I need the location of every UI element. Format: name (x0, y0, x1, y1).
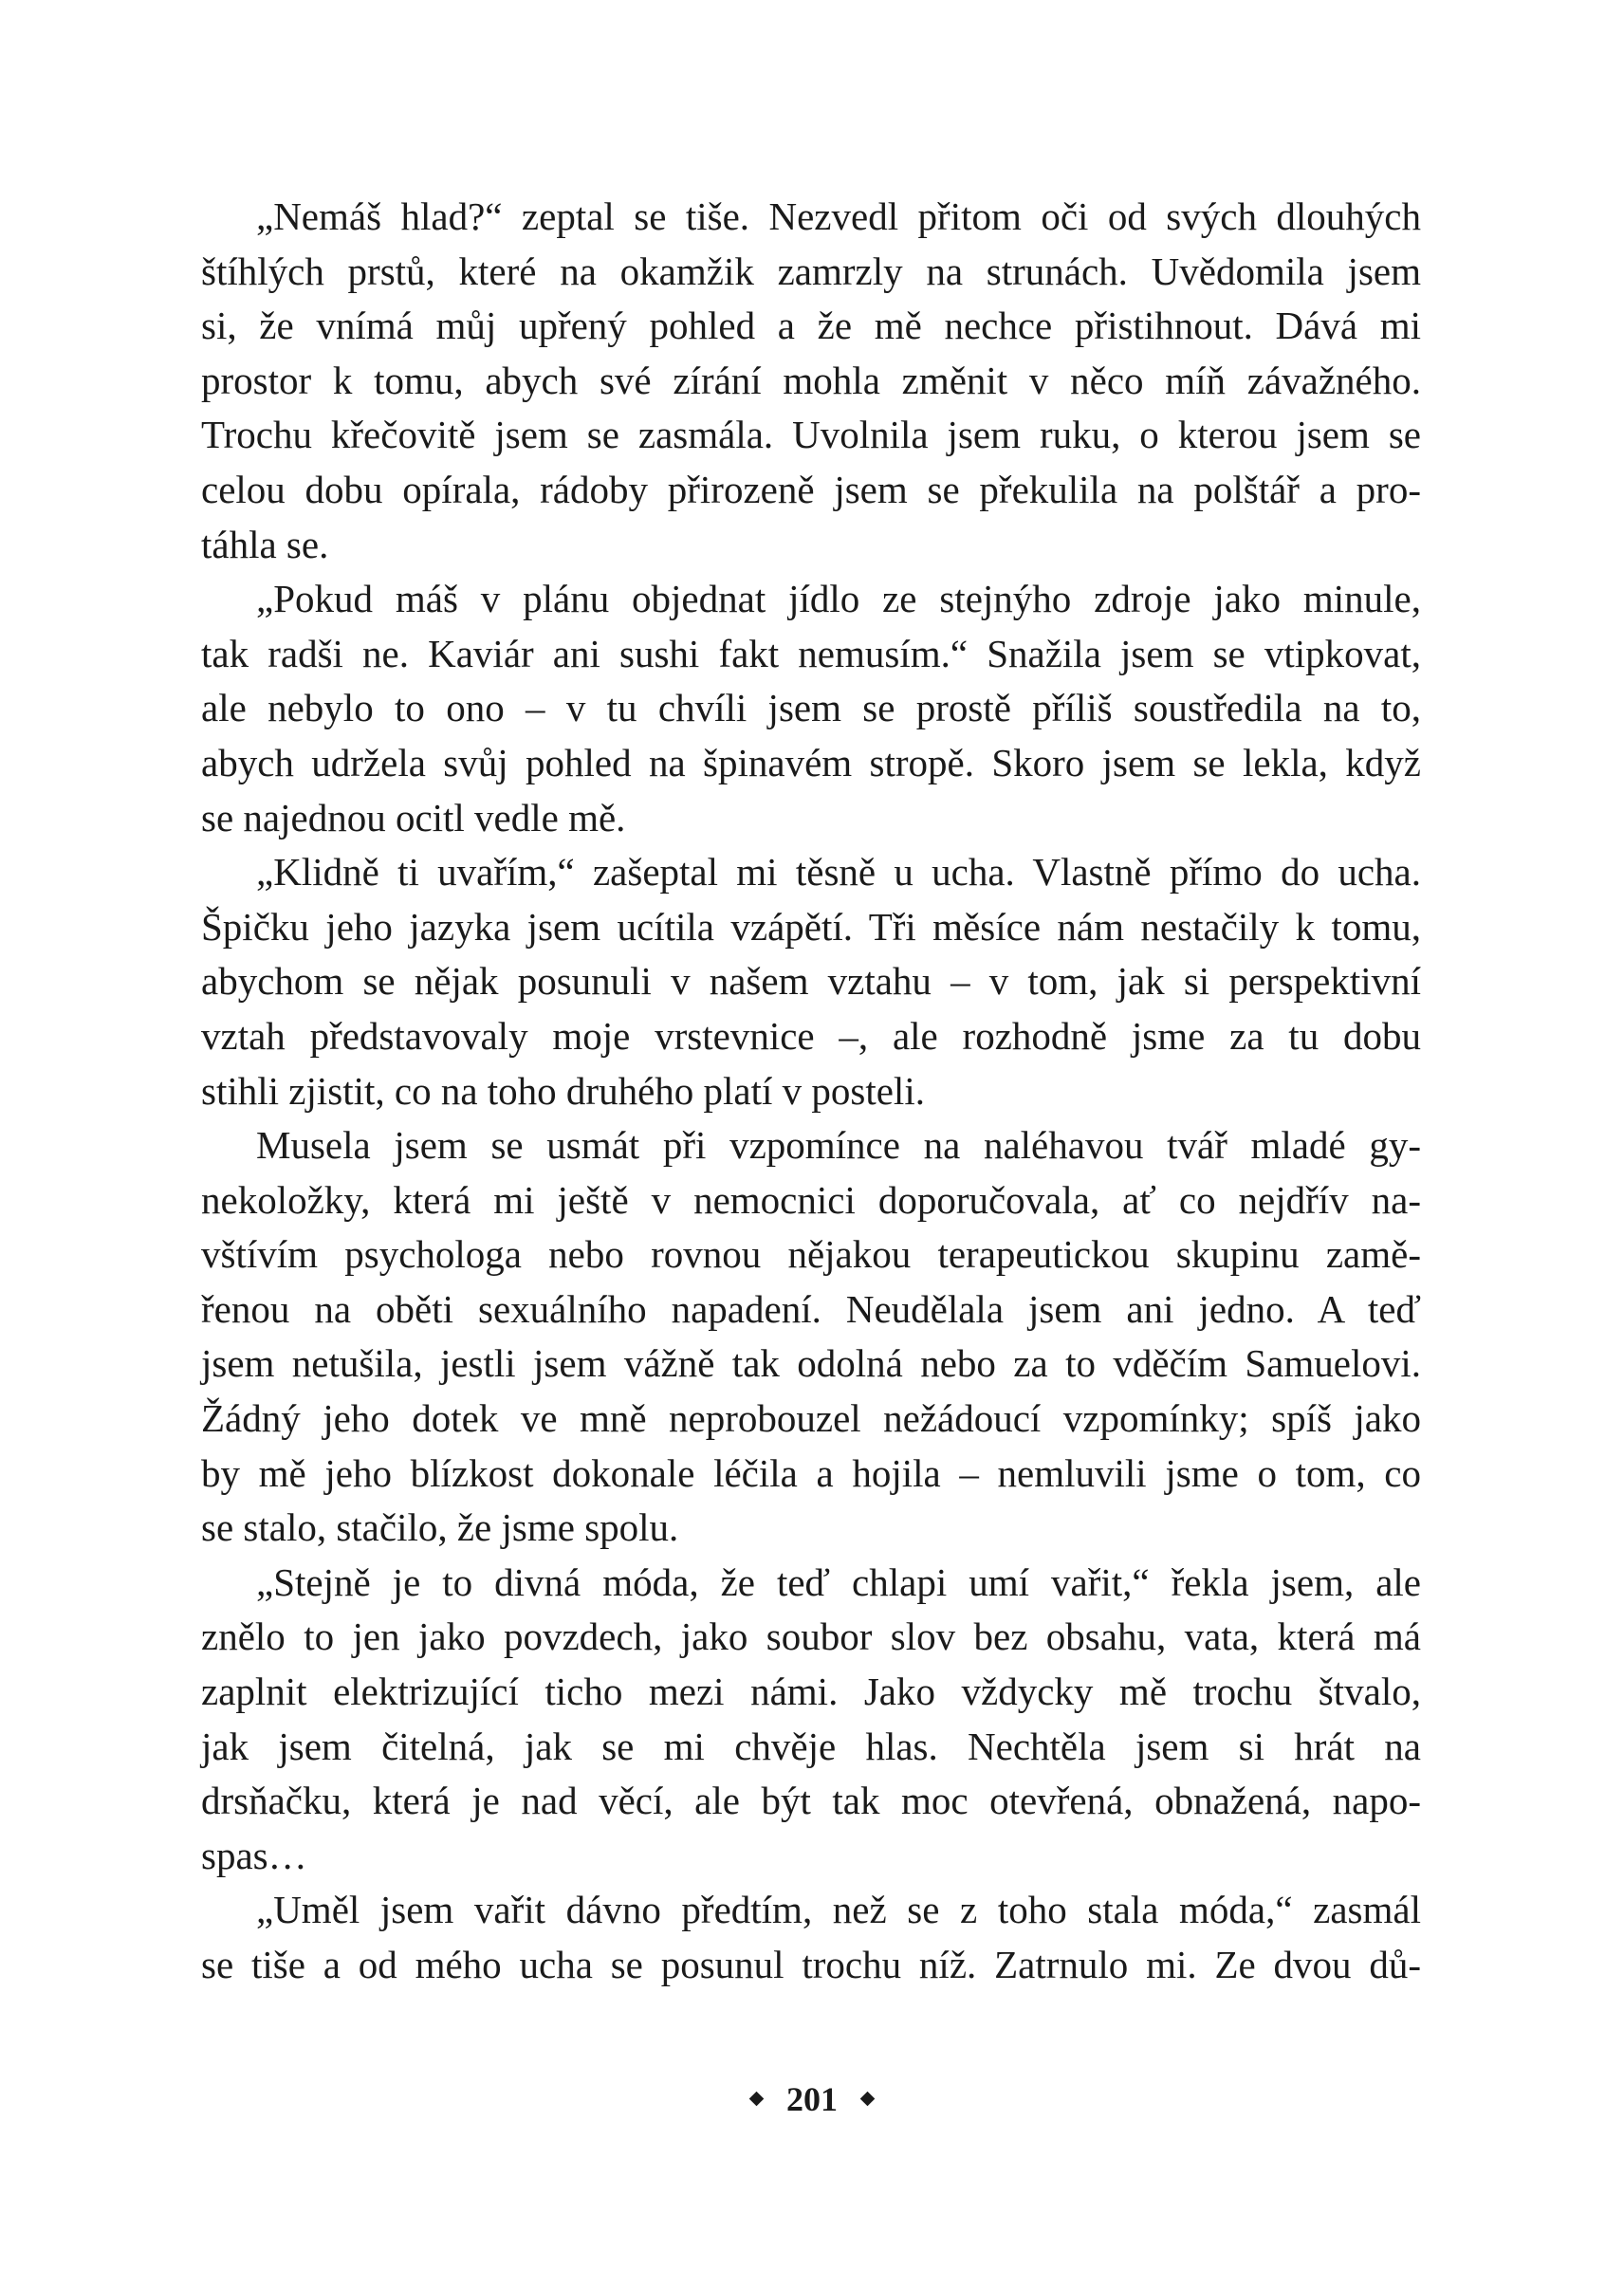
text-line: „Stejně je to divná móda, že teď chlapi umí vařit,“ řekla jsem, ale (256, 1559, 1421, 1604)
body-text (201, 190, 1421, 1993)
text-line: se najednou ocitl vedle mě. (201, 795, 626, 840)
text-line: Musela jsem se usmát při vzpomínce na naléhavou tvář mladé gy- (256, 1123, 1421, 1168)
text-line: Špičku jeho jazyka jsem ucítila vzápětí. Tři měsíce nám nestačily k tomu, (201, 904, 1421, 949)
text-line: drsňačku, která je nad věcí, ale být tak moc otevřená, obnažená, napo- (201, 1779, 1421, 1823)
paragraph (201, 190, 1421, 572)
text-line: táhla se. (201, 522, 329, 566)
text-line: spas… (201, 1833, 307, 1877)
text-line: řenou na oběti sexuálního napadení. Neudělala jsem ani jedno. A teď (201, 1286, 1421, 1331)
page-footer (0, 2080, 1624, 2118)
paragraph (201, 845, 1421, 1118)
diamond-ornament-icon (860, 2092, 876, 2107)
text-line: Trochu křečovitě jsem se zasmála. Uvolnila jsem ruku, o kterou jsem se (201, 413, 1421, 457)
text-line: se stalo, stačilo, že jsme spolu. (201, 1505, 679, 1550)
paragraph (201, 1118, 1421, 1556)
text-line: „Pokud máš v plánu objednat jídlo ze stejnýho zdroje jako minule, (256, 577, 1421, 621)
text-line: abych udržela svůj pohled na špinavém stropě. Skoro jsem se lekla, když (201, 740, 1421, 784)
text-line: by mě jeho blízkost dokonale léčila a hojila – nemluvili jsme o tom, co (201, 1450, 1421, 1495)
text-line: „Uměl jsem vařit dávno předtím, než se z toho stala móda,“ zasmál (256, 1888, 1421, 1932)
text-line: znělo to jen jako povzdech, jako soubor slov bez obsahu, vata, která má (201, 1615, 1421, 1659)
text-line: se tiše a od mého ucha se posunul trochu níž. Zatrnulo mi. Ze dvou dů- (201, 1943, 1421, 1986)
text-line: jsem netušila, jestli jsem vážně tak odolná nebo za to vděčím Samuelovi. (201, 1341, 1421, 1386)
text-line: celou dobu opírala, rádoby přirozeně jsem se překulila na polštář a pro- (201, 467, 1421, 511)
text-line: abychom se nějak posunuli v našem vztahu – v tom, jak si perspektivní (201, 959, 1421, 1004)
text-line: ale nebylo to ono – v tu chvíli jsem se prostě příliš soustředila na to, (201, 686, 1421, 730)
text-line: „Klidně ti uvařím,“ zašeptal mi těsně u ucha. Vlastně přímo do ucha. (256, 850, 1421, 895)
text-line: si, že vnímá můj upřený pohled a že mě nechce přistihnout. Dává mi (201, 304, 1421, 348)
text-line: tak radši ne. Kaviár ani sushi fakt nemusím.“ Snažila jsem se vtipkovat, (201, 631, 1421, 675)
paragraph (201, 572, 1421, 845)
paragraph (201, 1556, 1421, 1884)
text-line: štíhlých prstů, které na okamžik zamrzly na strunách. Uvědomila jsem (201, 249, 1421, 293)
diamond-ornament-icon (749, 2092, 765, 2107)
text-line: vštívím psychologa nebo rovnou nějakou terapeutickou skupinu zamě- (201, 1232, 1421, 1277)
text-line: nekoložky, která mi ještě v nemocnici doporučovala, ať co nejdřív na- (201, 1177, 1421, 1222)
text-line: jak jsem čitelná, jak se mi chvěje hlas. Nechtěla jsem si hrát na (201, 1724, 1421, 1768)
page-number: 201 (786, 2080, 838, 2118)
text-line: stihli zjistit, co na toho druhého platí v posteli. (201, 1068, 925, 1113)
text-line: zaplnit elektrizující ticho mezi námi. Jako vždycky mě trochu štvalo, (201, 1670, 1421, 1714)
text-line: vztah představovaly moje vrstevnice –, ale rozhodně jsme za tu dobu (201, 1013, 1421, 1058)
text-line: Žádný jeho dotek ve mně neprobouzel nežádoucí vzpomínky; spíš jako (201, 1396, 1421, 1441)
paragraph (201, 1883, 1421, 1992)
text-line: „Nemáš hlad?“ zeptal se tiše. Nezvedl přitom oči od svých dlouhých (256, 194, 1421, 238)
text-line: prostor k tomu, abych své zírání mohla změnit v něco míň závažného. (201, 358, 1421, 402)
